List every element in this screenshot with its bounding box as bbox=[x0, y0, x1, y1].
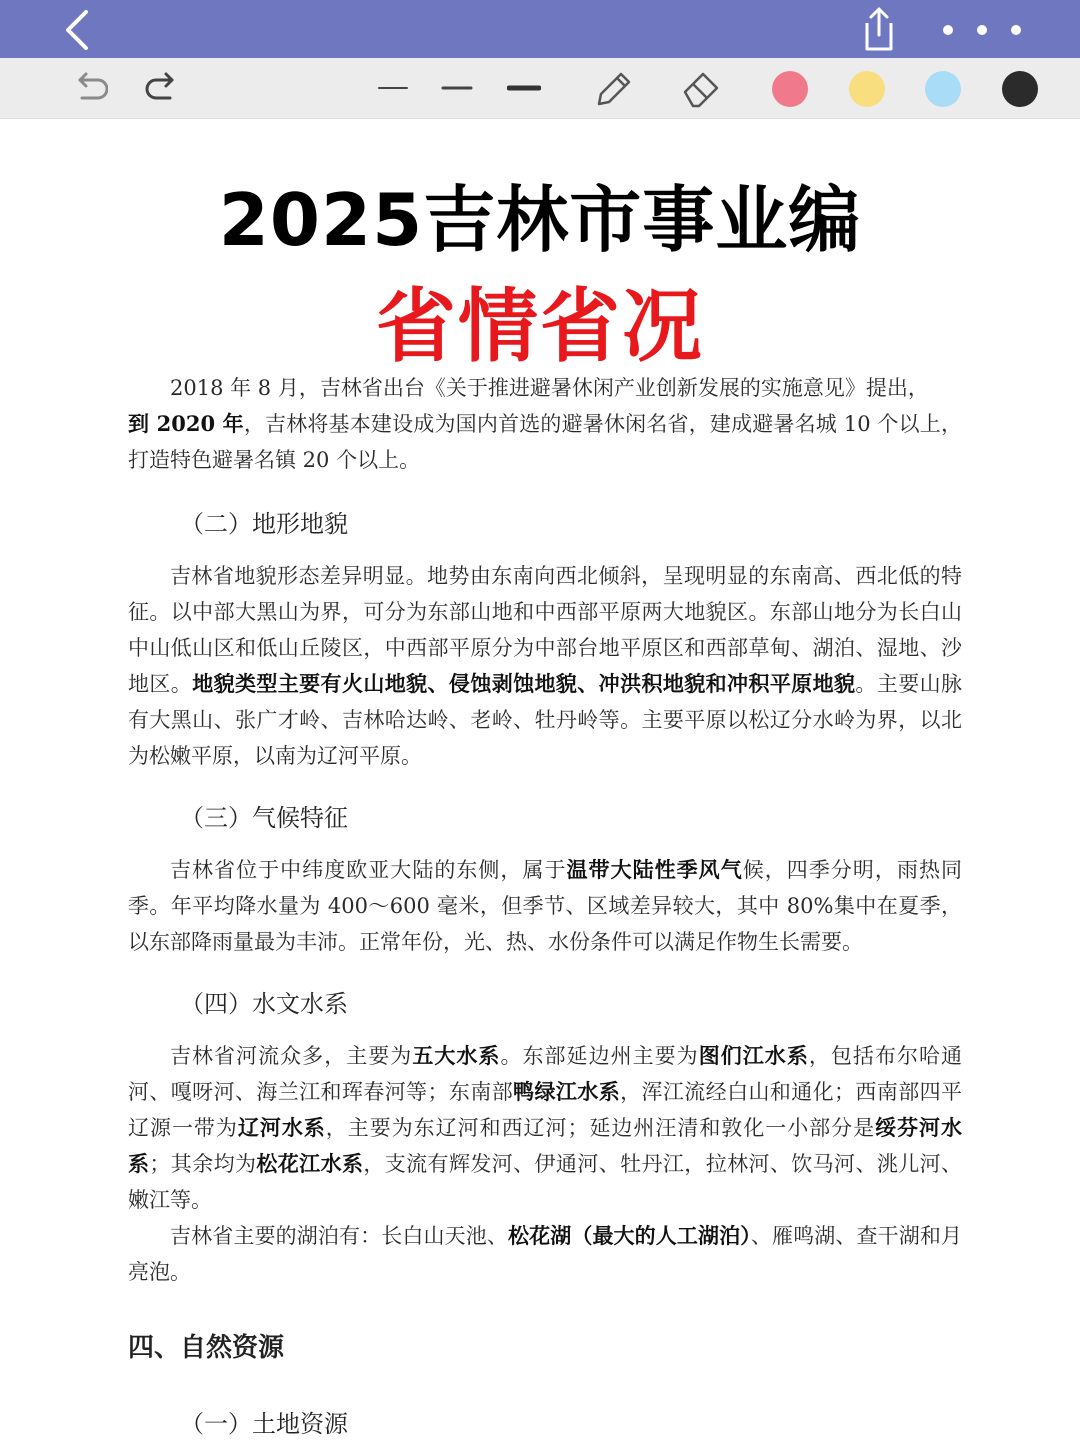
pen-icon bbox=[591, 66, 635, 110]
heading-terrain: （二）地形地貌 bbox=[180, 510, 348, 538]
paragraph-climate: 吉林省位于中纬度欧亚大陆的东侧，属于温带大陆性季风气候，四季分明，雨热同季。年平均降水量为 400～600 毫米，但季节、区域差异较大，其中 80%集中在夏季，以东部降雨量最为丰沛。正常年份，光、热、水份条件可以满足作物生长需要。 bbox=[128, 857, 963, 954]
paragraph-lakes: 吉林省主要的湖泊有：长白山天池、松花湖（最大的人工湖泊）、雁鸣湖、查干湖和月亮泡。 bbox=[128, 1223, 963, 1284]
paragraph-terrain: 吉林省地貌形态差异明显。地势由东南向西北倾斜，呈现明显的东南高、西北低的特征。以中部大黑山为界，可分为东部山地和中西部平原两大地貌区。东部山地分为长白山中山低山区和低山丘陵区，中西部平原分为中部台地平原区和西部草甸、湖泊、湿地、沙地区。地貌类型主要有火山地貌、侵蚀剥蚀地貌、冲洪积地貌和冲积平原地貌。主要山脉有大黑山、张广才岭、吉林哈达岭、老岭、牡丹岭等。主要平原以松辽分水岭为界，以北为松嫩平原，以南为辽河平原。 bbox=[128, 564, 963, 768]
redo-button[interactable] bbox=[142, 66, 186, 110]
thin-line-icon bbox=[377, 83, 409, 93]
undo-button[interactable] bbox=[66, 66, 110, 110]
redo-icon bbox=[144, 68, 184, 108]
heading-natural-resources: 四、自然资源 bbox=[128, 1333, 285, 1363]
back-button[interactable] bbox=[52, 6, 100, 54]
document-body bbox=[128, 370, 962, 1442]
paragraph-summer-tourism: 2018 年 8 月，吉林省出台《关于推进避暑休闲产业创新发展的实施意见》提出， 到 2020 年，吉林将基本建设成为国内首选的避暑休闲名省，建成避暑名城 10 个以上，打造特色避暑名镇 20 个以上。 bbox=[128, 376, 962, 472]
heading-climate: （三）气候特征 bbox=[180, 804, 348, 832]
thick-line-icon bbox=[507, 83, 541, 93]
color-yellow-swatch[interactable] bbox=[849, 71, 885, 107]
share-icon bbox=[859, 3, 899, 53]
paragraph-rivers: 吉林省河流众多，主要为五大水系。东部延边州主要为图们江水系，包括布尔哈通河、嘎呀河、海兰江和珲春河等；东南部鸭绿江水系，浑江流经白山和通化；西南部四平辽源一带为辽河水系，主要为东辽河和西辽河；延边州汪清和敦化一小部分是绥芬河水系；其余均为松花江水系，支流有辉发河、伊通河、牡丹江，拉林河、饮马河、洮儿河、嫩江等。 bbox=[128, 1043, 963, 1212]
eraser-tool-button[interactable] bbox=[678, 66, 724, 110]
color-blue-swatch[interactable] bbox=[925, 71, 961, 107]
pen-tool-button[interactable] bbox=[590, 66, 636, 110]
stroke-thick-button[interactable] bbox=[506, 66, 542, 110]
more-options-button[interactable] bbox=[930, 10, 1030, 50]
annotation-toolbar bbox=[0, 58, 1080, 119]
document-subtitle: 省情省况 bbox=[376, 280, 704, 373]
color-pink-swatch[interactable] bbox=[772, 71, 808, 107]
stroke-thin-button[interactable] bbox=[376, 66, 410, 110]
heading-water: （四）水文水系 bbox=[180, 990, 348, 1018]
top-navigation-bar bbox=[0, 0, 1080, 58]
color-black-swatch[interactable] bbox=[1002, 71, 1038, 107]
document-title: 2025吉林市事业编 bbox=[218, 178, 862, 262]
heading-land-resources: （一）土地资源 bbox=[180, 1410, 348, 1438]
more-dots-icon bbox=[930, 20, 1030, 40]
chevron-left-icon bbox=[60, 8, 92, 52]
medium-line-icon bbox=[441, 83, 473, 93]
stroke-medium-button[interactable] bbox=[440, 66, 474, 110]
eraser-icon bbox=[679, 66, 723, 110]
share-button[interactable] bbox=[854, 2, 904, 54]
undo-icon bbox=[68, 68, 108, 108]
